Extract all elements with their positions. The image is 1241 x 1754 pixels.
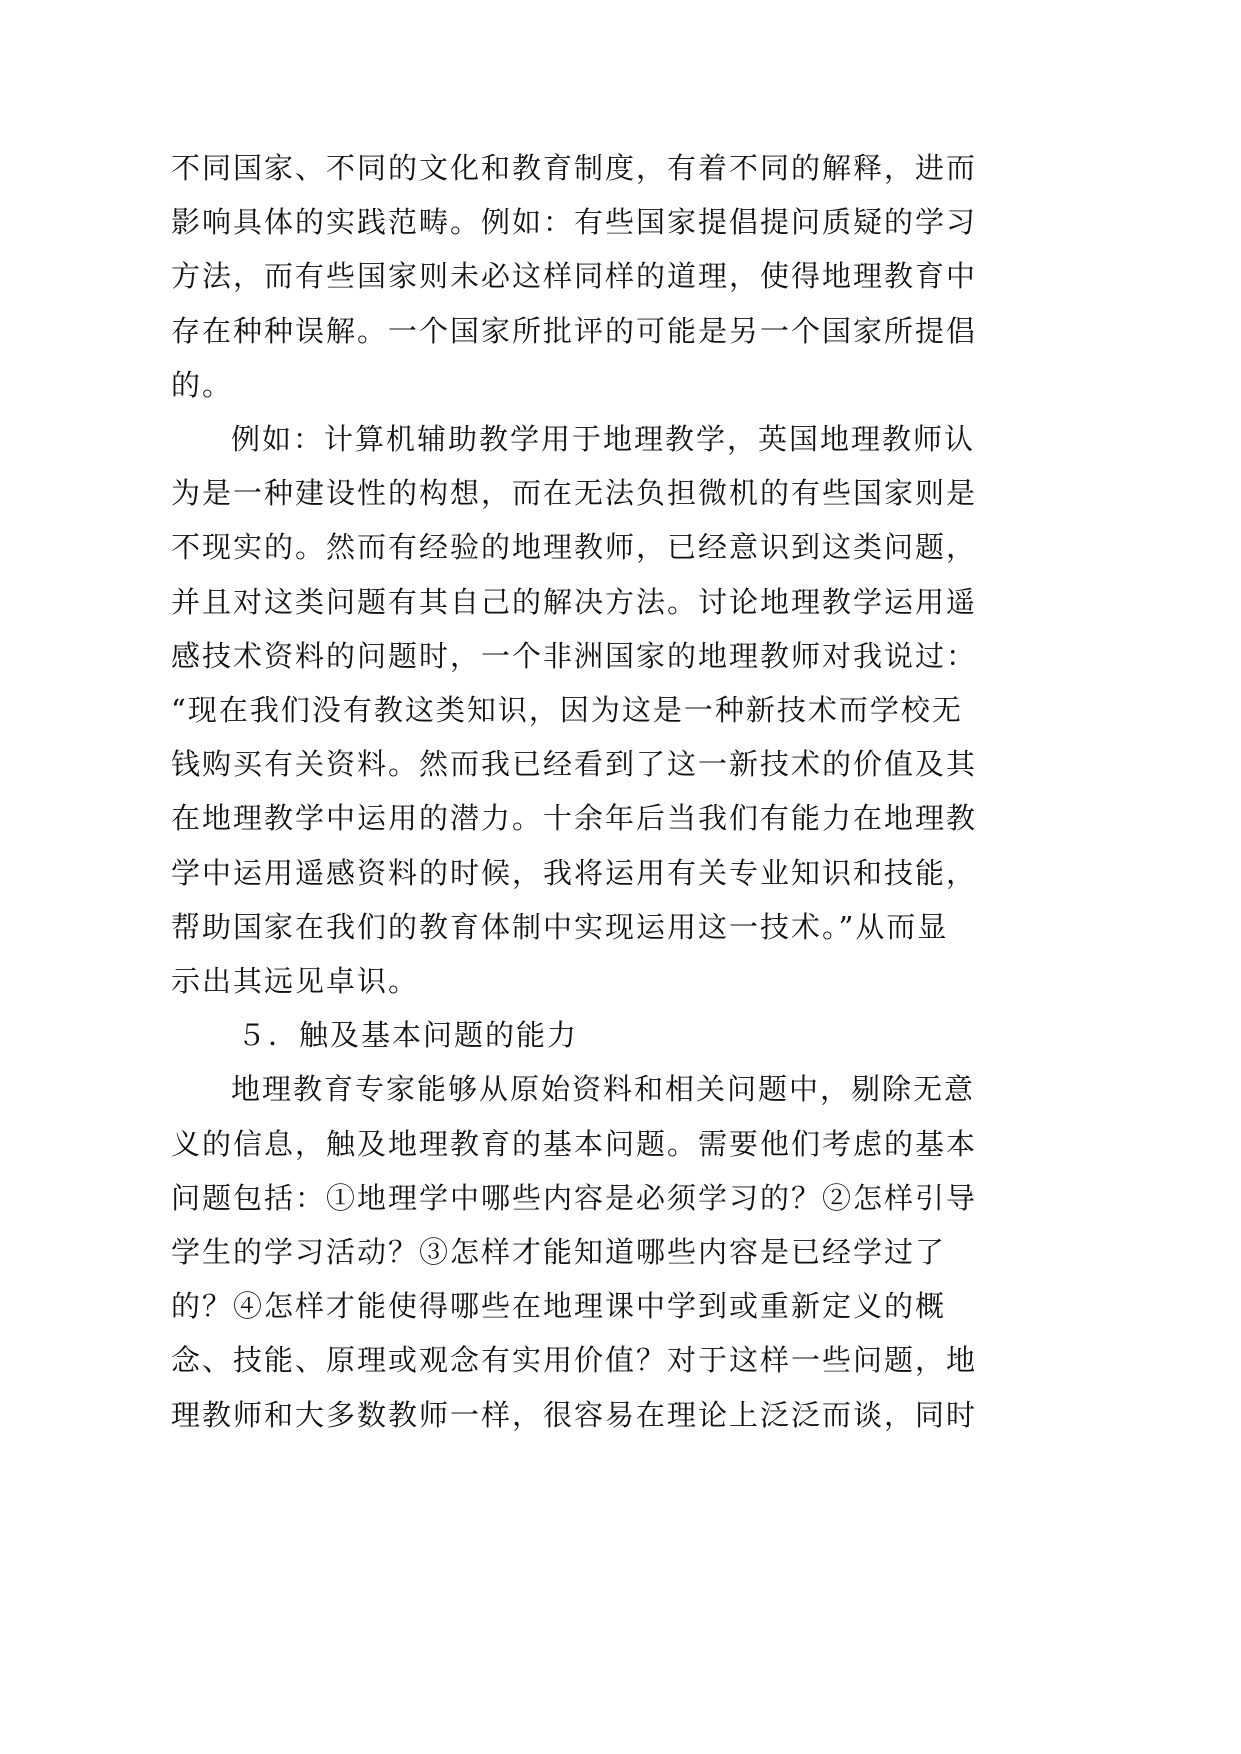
paragraph-first-line: 例如：计算机辅助教学用于地理教学，英国地理教师认	[231, 422, 976, 457]
text-line: 方法，而有些国家则未必这样同样的道理，使得地理教育中	[171, 259, 978, 294]
text-line: 感技术资料的问题时，一个非洲国家的地理教师对我说过：	[171, 638, 978, 673]
text-line: 并且对这类问题有其自己的解决方法。讨论地理教学运用遥	[171, 584, 978, 619]
paragraph-first-line: 地理教育专家能够从原始资料和相关问题中，剔除无意	[231, 1072, 976, 1107]
text-line: 钱购买有关资料。然而我已经看到了这一新技术的价值及其	[171, 747, 978, 782]
section-heading: ５．触及基本问题的能力	[237, 1018, 579, 1053]
text-line: 存在种种误解。一个国家所批评的可能是另一个国家所提倡	[171, 313, 978, 348]
text-line: 不现实的。然而有经验的地理教师，已经意识到这类问题，	[171, 530, 978, 565]
text-line: 在地理教学中运用的潜力。十余年后当我们有能力在地理教	[171, 801, 978, 836]
body-text	[171, 141, 978, 1442]
text-line: 问题包括：①地理学中哪些内容是必须学习的？②怎样引导	[171, 1180, 978, 1215]
text-line: 学生的学习活动？③怎样才能知道哪些内容是已经学过了	[171, 1235, 947, 1270]
text-line: “现在我们没有教这类知识，因为这是一种新技术而学校无	[171, 693, 963, 728]
text-line: 不同国家、不同的文化和教育制度，有着不同的解释，进而	[171, 151, 978, 185]
text-line: 为是一种建设性的构想，而在无法负担微机的有些国家则是	[171, 476, 978, 511]
text-line: 影响具体的实践范畴。例如：有些国家提倡提问质疑的学习	[171, 205, 978, 240]
text-line: 学中运用遥感资料的时候，我将运用有关专业知识和技能，	[171, 855, 978, 890]
text-line: 念、技能、原理或观念有实用价值？对于这样一些问题，地	[171, 1343, 978, 1378]
text-line: 的？④怎样才能使得哪些在地理课中学到或重新定义的概	[171, 1289, 947, 1324]
text-line: 的。	[171, 367, 234, 402]
text-line: 义的信息，触及地理教育的基本问题。需要他们考虑的基本	[171, 1126, 978, 1161]
text-line: 示出其远见卓识。	[171, 964, 420, 999]
text-line: 理教师和大多数教师一样，很容易在理论上泛泛而谈，同时	[171, 1397, 978, 1432]
text-line: 帮助国家在我们的教育体制中实现运用这一技术。”从而显	[171, 909, 949, 944]
